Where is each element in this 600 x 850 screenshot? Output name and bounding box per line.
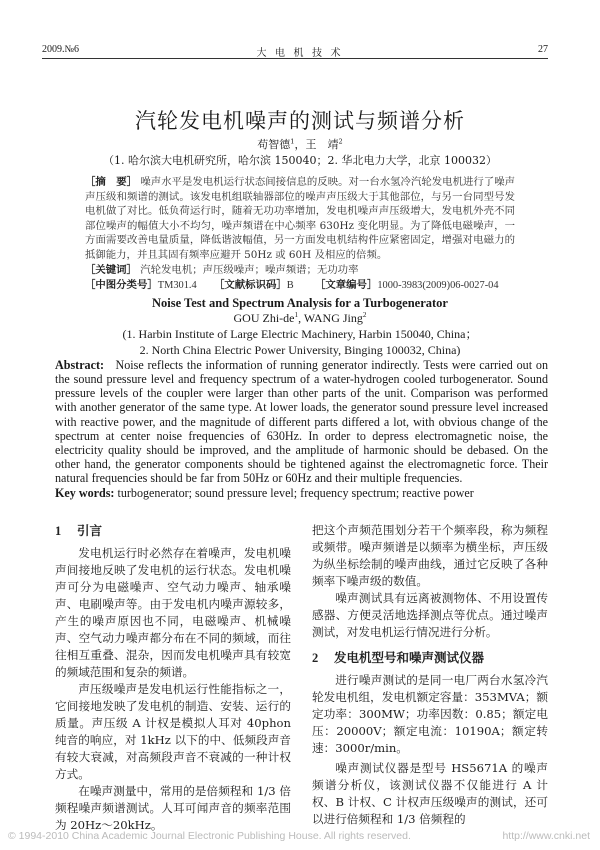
affiliation-en-2: 2. North China Electric Power University, Binging 100032, China) — [139, 342, 461, 357]
doc-code-label: ［文献标识码］ — [214, 279, 287, 292]
affiliation-en-1: (1. Harbin Institute of Large Electric Machinery, Harbin 150040, China； — [122, 326, 478, 341]
article-no-label: ［文章编号］ — [315, 279, 378, 292]
issue-number: 2009.№6 — [42, 44, 80, 55]
author-2-en-sup: 2 — [362, 310, 367, 319]
author-2-sup: 2 — [338, 137, 343, 146]
copyright-footer — [0, 830, 600, 844]
author-1-en-sup: 1 — [294, 310, 299, 319]
section-title: 引言 — [77, 522, 103, 538]
doc-code-value: B — [286, 280, 294, 292]
paragraph: 声压级噪声是发电机运行性能指标之一，它间接地发映了发电机的制造、安装、运行的质量。声压级 A 计权是模拟人耳对 40phon 纯音的响应，对 1kHz 以下的中、低频段声音有较大衰减，对高频段声音不衰减的一种计权方式。 — [55, 681, 291, 781]
paragraph: 噪声测试仪器是型号 HS5671A 的噪声频谱分析仪，该测试仪器不仅能进行 A 计权、B 计权、C 计权声压级噪声的测试，还可以进行倍频程和 1/3 倍频程的 — [312, 760, 548, 826]
abstract-en-label: Abstract: — [55, 357, 105, 372]
right-column — [312, 522, 548, 834]
author-1-sup: 1 — [290, 137, 295, 146]
journal-name: 大 电 机 技 术 — [256, 48, 344, 59]
section-2-heading — [312, 649, 548, 667]
section-number: 2 — [312, 650, 319, 665]
author-2-en: WANG Jing — [303, 310, 363, 325]
authors-en — [0, 311, 600, 326]
keywords-zh-text: 汽轮发电机；声压级噪声；噪声频谱；无功功率 — [140, 263, 359, 276]
section-title: 发电机型号和噪声测试仪器 — [334, 649, 485, 665]
keywords-en-text: turbogenerator; sound pressure level; frequency spectrum; reactive power — [117, 485, 474, 500]
author-en-sep: , — [298, 310, 304, 325]
abstract-en — [55, 358, 548, 486]
left-column — [55, 522, 291, 834]
paragraph: 在噪声测量中，常用的是倍频程和 1/3 倍频程噪声频谱测试。人耳可闻声音的频率范围为 20Hz～20kHz。 — [55, 783, 291, 832]
keywords-en-label: Key words: — [55, 485, 115, 500]
paper-title-en: Noise Test and Spectrum Analysis for a Turbogenerator — [152, 295, 448, 310]
copyright-text: © 1994-2010 China Academic Journal Electronic Publishing House. All rights reserved. — [8, 830, 411, 842]
paragraph: 噪声测试具有远离被测物体、不用设置传感器、方便灵活地选择测点等优点。通过噪声测试，对发电机运行情况进行分析。 — [312, 590, 548, 639]
keywords-zh-label: ［关键词］ — [85, 263, 137, 276]
keywords-zh — [85, 263, 515, 278]
paragraph: 发电机运行时必然存在着噪声，发电机噪声间接地反映了发电机的运行状态。发电机噪声可分为电磁噪声、空气动力噪声、轴承噪声、电刷噪声等。由于发电机内噪声源较多，产生的噪声原因也不同，电磁噪声、机械噪声、空气动力噪声都分布在不同的频域，而往往相互重叠、混杂，因而发电机噪声具有较宽的频域范围和复杂的频谱。 — [55, 545, 291, 679]
page-number: 27 — [538, 44, 548, 55]
section-number: 1 — [55, 523, 62, 538]
abstract-zh-label: ［摘 要］ — [85, 176, 138, 188]
header-rule — [42, 58, 548, 59]
author-1: 苟智德 — [257, 138, 291, 151]
abstract-zh-text: 噪声水平是发电机运行状态间接信息的反映。对一台水氢冷汽轮发电机进行了噪声声压级和频谱的测试。该发电机组联轴器部位的噪声声压级大于其他部位，与另一台同型号发电机做了对比。低负荷运行时，随着无功功率增加，发电机噪声声压级增大，发电机外壳不同部位噪声的幅值大小不均匀，噪声频谱在中心频率 630Hz 变化明显。为了降低电磁噪声，一方面需要改善电量质量，降低谐波幅值，另一方面发电机结构件应紧密固定，增强对电磁力的抵御能力，并且其固有频率应避开 50Hz 或 60H 及相应的倍频。 — [85, 176, 516, 261]
author-1-en: GOU Zhi-de — [233, 310, 295, 325]
body-columns — [55, 522, 548, 834]
paper-title-zh: 汽轮发电机噪声的测试与频谱分析 — [135, 109, 465, 133]
paragraph: 进行噪声测试的是同一电厂两台水氢冷汽轮发电机组，发电机额定容量：353MVA；额定功率：300MW；功率因数：0.85；额定电压：20000V；额定电流：10190A；额定转速：3000r/min。 — [312, 672, 548, 755]
abstract-zh — [85, 175, 515, 263]
clc-value: TM301.4 — [157, 280, 197, 292]
clc-label: ［中图分类号］ — [85, 279, 158, 292]
abstract-en-text: Noise reflects the information of running generator indirectly. Tests were carried out on the sound pressure level and frequency spectrum of a water-hydrogen cooled turbogenerator. Sound pressure levels of the coupler were larger than other parts of the unit. Comparison was performed with another generator of the same type. At lower loads, the generator sound pressure level increased with reactive power, and the magnitude of different parts differed a lot, with obvious change of the spectrum at center noise frequencies of 630Hz. In order to depress electromagnetic noise, the electricity quality should be improved, and the amplitude of harmonic should be debased. On the other hand, the generator components should be tightened against the electromagnetic force. Their natural frequencies should be far from 50Hz or 60Hz and their multiple frequencies. — [55, 357, 548, 486]
affiliation-zh: （1. 哈尔滨大电机研究所，哈尔滨 150040；2. 华北电力大学，北京 100032） — [103, 154, 497, 167]
author-2: 王 靖 — [305, 138, 339, 151]
paragraph-continued: 把这个声频范围划分若干个频率段，称为频程或频带。噪声频谱是以频率为横坐标，声压级为纵坐标绘制的噪声曲线，通过它反映了各种频率下噪声级的数值。 — [312, 522, 548, 588]
cnki-link[interactable]: http://www.cnki.net — [502, 830, 590, 842]
article-no-value: 1000-3983(2009)06-0027-04 — [377, 280, 499, 292]
classification — [85, 278, 515, 294]
section-1-heading — [55, 522, 291, 540]
keywords-en — [55, 486, 548, 500]
article-body — [0, 108, 600, 834]
authors-zh — [0, 137, 600, 153]
author-sep: ， — [294, 138, 306, 151]
